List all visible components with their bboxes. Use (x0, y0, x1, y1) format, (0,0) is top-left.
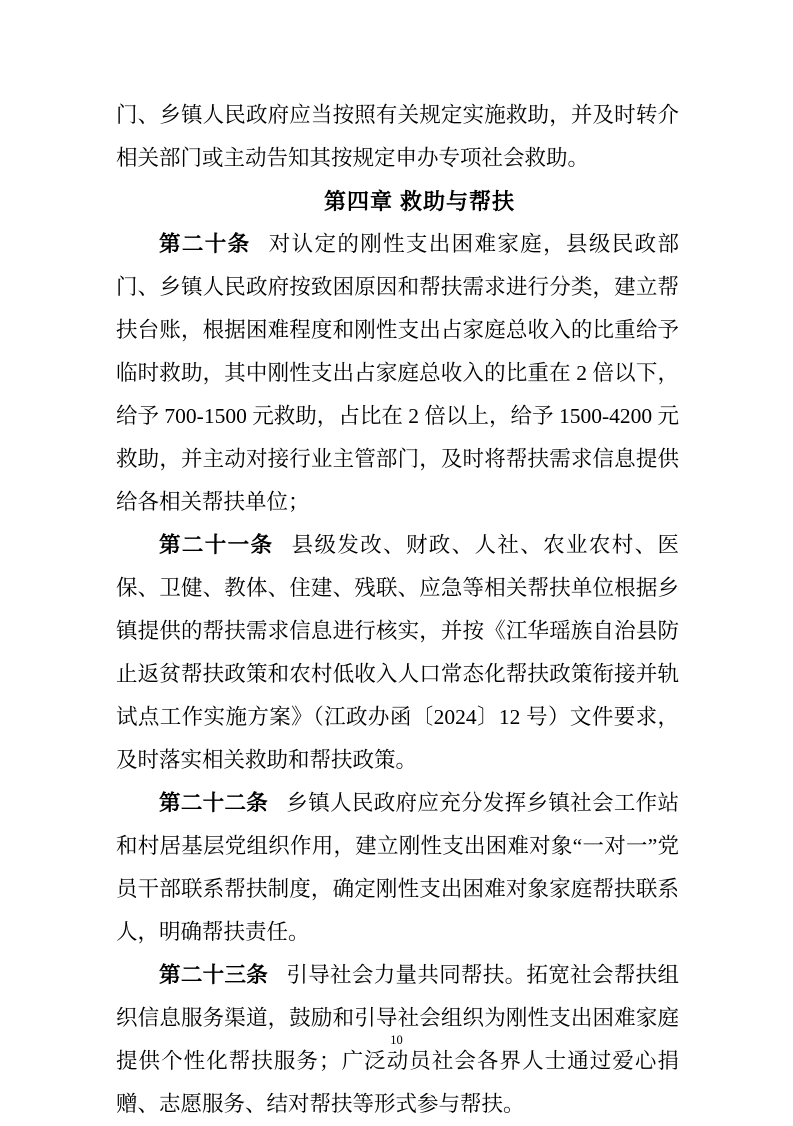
paragraph-continuation: 门、乡镇人民政府应当按照有关规定实施救助，并及时转介相关部门或主动告知其按规定申办专项社会救助。 (116, 103, 679, 170)
article-23-text: 引导社会力量共同帮扶。拓宽社会帮扶组织信息服务渠道，鼓励和引导社会组织为刚性支出困难家庭提供个性化帮扶服务；广泛动员社会各界人士通过爱心捐赠、志愿服务、结对帮扶等形式参与帮扶。 (116, 963, 679, 1116)
article-23-label: 第二十三条 (159, 963, 269, 987)
document-body (116, 94, 679, 1126)
article-21-label: 第二十一条 (159, 533, 274, 557)
page-number: 10 (390, 1033, 403, 1047)
article-20-label: 第二十条 (159, 232, 251, 256)
article-22-text: 乡镇人民政府应充分发挥乡镇社会工作站和村居基层党组织作用，建立刚性支出困难对象“一对一”党员干部联系帮扶制度，确定刚性支出困难对象家庭帮扶联系人，明确帮扶责任。 (116, 791, 679, 944)
article-21-paragraph (116, 524, 679, 782)
article-21-text: 县级发改、财政、人社、农业农村、医保、卫健、教体、住建、残联、应急等相关帮扶单位根据乡镇提供的帮扶需求信息进行核实，并按《江华瑶族自治县防止返贫帮扶政策和农村低收入人口常态化帮扶政策衔接并轨试点工作实施方案》（江政办函〔2024〕12 号）文件要求，及时落实相关救助和帮扶政策。 (116, 533, 679, 772)
article-22-paragraph (116, 782, 679, 954)
article-22-label: 第二十二条 (159, 791, 269, 815)
chapter-heading: 第四章 救助与帮扶 (323, 189, 516, 214)
article-20-text: 对认定的刚性支出困难家庭，县级民政部门、乡镇人民政府按致困原因和帮扶需求进行分类，建立帮扶台账，根据困难程度和刚性支出占家庭总收入的比重给予临时救助，其中刚性支出占家庭总收入的比重在 2 倍以下，给予 700-1500 元救助，占比在 2 倍以上，给予 1500-4200 元救助，并主动对接行业主管部门，及时将帮扶需求信息提供给各相关帮扶单位； (116, 232, 679, 514)
article-20-paragraph (116, 223, 679, 524)
